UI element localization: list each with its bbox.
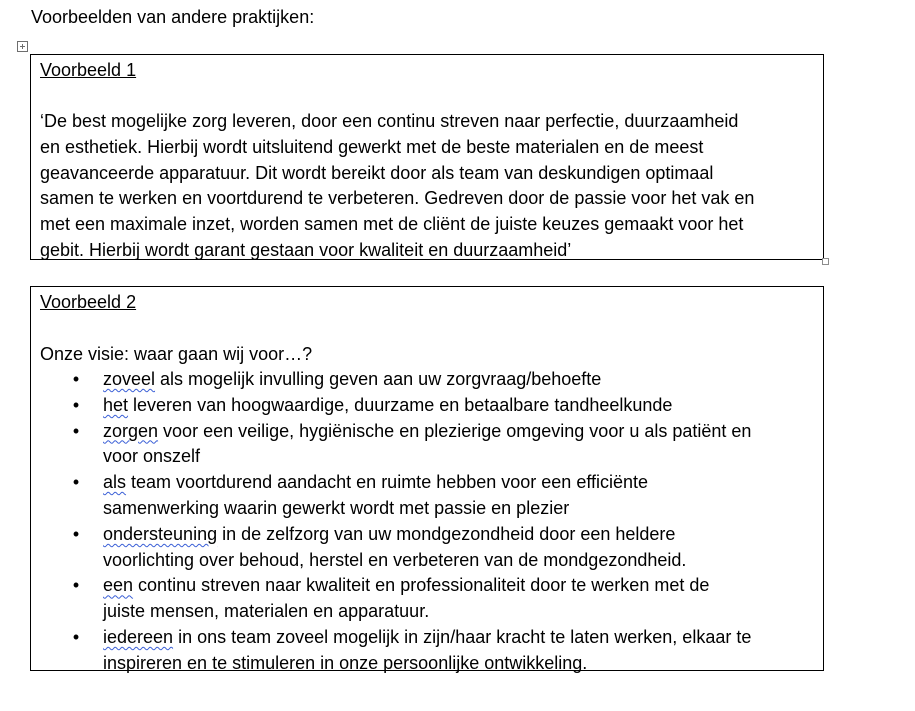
vision-intro: Onze visie: waar gaan wij voor…? — [40, 344, 313, 364]
bullet-icon: • — [72, 626, 80, 647]
table-resize-handle[interactable] — [822, 258, 829, 265]
example-2-title: Voorbeeld 2 — [40, 292, 137, 312]
example-1-title: Voorbeeld 1 — [40, 60, 137, 80]
document-heading: Voorbeelden van andere praktijken: — [31, 7, 315, 27]
bullet-text-continued: inspireren en te stimuleren in onze persoonlijke ontwikkeling. — [103, 652, 588, 673]
list-item — [40, 393, 815, 419]
bullet-icon: • — [72, 394, 80, 415]
spellcheck-word[interactable]: het — [103, 394, 129, 415]
spellcheck-word[interactable]: zorgen — [103, 420, 159, 441]
example-1-quote — [40, 109, 820, 264]
quote-line: samen te werken en voortdurend te verbeteren. Gedreven door de passie voor het vak en — [40, 188, 755, 209]
table-move-handle-icon[interactable] — [17, 41, 28, 52]
list-item — [40, 367, 815, 393]
bullet-text: in de zelfzorg van uw mondgezondheid door een heldere — [217, 523, 676, 544]
spellcheck-word[interactable]: iedereen — [103, 626, 174, 647]
bullet-text-continued: juiste mensen, materialen en apparatuur. — [103, 601, 430, 622]
list-item — [40, 419, 815, 471]
bullet-icon: • — [72, 523, 80, 544]
bullet-text-continued: voor onszelf — [103, 446, 201, 467]
list-item — [40, 625, 815, 677]
spellcheck-word[interactable]: ondersteuning — [103, 523, 218, 544]
list-item — [40, 573, 815, 625]
bullet-text: voor een veilige, hygiënische en plezierige omgeving voor u als patiënt en — [158, 420, 752, 441]
bullet-text-continued: voorlichting over behoud, herstel en verbeteren van de mondgezondheid. — [103, 549, 687, 570]
quote-line: ‘De best mogelijke zorg leveren, door een continu streven naar perfectie, duurzaamheid — [40, 111, 739, 131]
quote-line: geavanceerde apparatuur. Dit wordt bereikt door als team van deskundigen optimaal — [40, 162, 714, 183]
bullet-text: team voortdurend aandacht en ruimte hebben voor een efficiënte — [126, 472, 649, 493]
vision-bullet-list — [40, 367, 815, 677]
bullet-text: leveren van hoogwaardige, duurzame en betaalbare tandheelkunde — [128, 394, 673, 415]
spellcheck-word[interactable]: zoveel — [103, 369, 156, 389]
bullet-icon: • — [72, 369, 80, 389]
quote-line: en esthetiek. Hierbij wordt uitsluitend gewerkt met de beste materialen en de meest — [40, 136, 704, 157]
quote-line: gebit. Hierbij wordt garant gestaan voor kwaliteit en duurzaamheid’ — [40, 239, 572, 260]
spellcheck-word[interactable]: als — [103, 472, 127, 493]
bullet-text-continued: samenwerking waarin gewerkt wordt met passie en plezier — [103, 497, 570, 518]
example-2-box — [30, 286, 824, 671]
bullet-text: continu streven naar kwaliteit en professionaliteit door te werken met de — [133, 575, 710, 596]
bullet-text: als mogelijk invulling geven aan uw zorgvraag/behoefte — [155, 369, 602, 389]
list-item — [40, 470, 815, 522]
example-1-box — [30, 54, 824, 260]
bullet-icon: • — [72, 420, 80, 441]
spellcheck-word[interactable]: een — [103, 575, 134, 596]
quote-line: met een maximale inzet, worden samen met de cliënt de juiste keuzes gemaakt voor het — [40, 214, 744, 235]
bullet-icon: • — [72, 575, 80, 596]
bullet-text: in ons team zoveel mogelijk in zijn/haar kracht te laten werken, elkaar te — [173, 626, 752, 647]
bullet-icon: • — [72, 472, 80, 493]
list-item — [40, 522, 815, 574]
